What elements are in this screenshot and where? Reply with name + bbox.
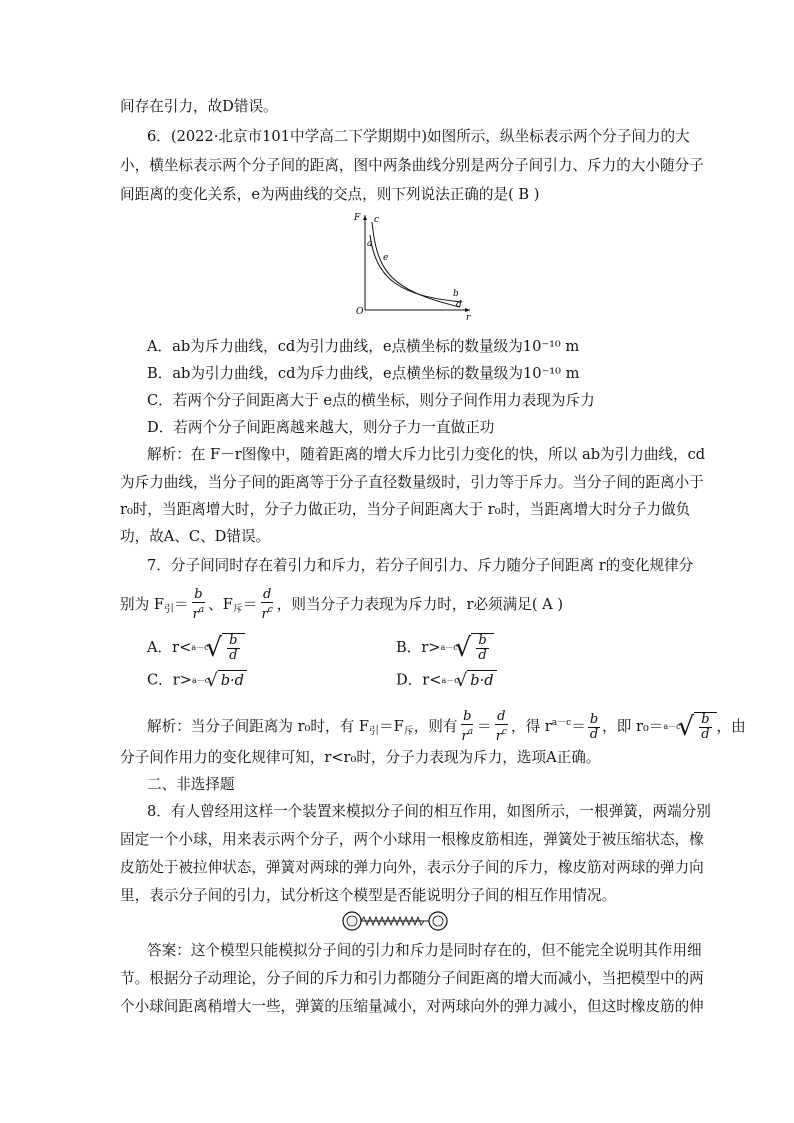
q6-analysis-line-2: 为斥力曲线，当分子间的距离等于分子直径数量级时，引力等于斥力。当分子间的距离小于 xyxy=(120,474,704,491)
root-index: a－c xyxy=(663,722,681,731)
root-b-times-d xyxy=(442,670,497,691)
radical-sign: √ xyxy=(455,669,468,691)
sub-chi: 斥 xyxy=(403,726,414,737)
force-distance-figure xyxy=(350,210,480,320)
q7-option-c xyxy=(147,670,247,691)
figure-ylabel: F xyxy=(354,213,361,223)
root-b-times-d xyxy=(192,670,247,691)
frac-num: d xyxy=(262,587,272,602)
root-b-over-d xyxy=(191,633,244,663)
q8-stem-line-3: 皮筋处于被拉伸状态，弹簧对两球的弹力向外，表示分子间的斥力，橡皮筋对两球的弹力向 xyxy=(120,859,704,876)
x-axis-arrow xyxy=(465,308,470,312)
frac-den: d xyxy=(229,648,238,663)
q7-option-b xyxy=(396,633,494,663)
q7-stem-line-1: 7．分子间同时存在着引力和斥力，若分子间引力、斥力随分子间距离 r的变化规律分 xyxy=(147,557,694,574)
radicand: b·d xyxy=(218,670,247,691)
frac-b-over-d xyxy=(699,713,711,742)
right-ball xyxy=(429,912,447,930)
frac-num: b xyxy=(478,633,487,648)
var-r: r xyxy=(495,729,502,744)
figure-label-e: e xyxy=(383,253,389,263)
carryover-line: 间存在引力，故D错误。 xyxy=(120,98,278,115)
frac-den xyxy=(260,603,275,622)
q8-stem-line-2: 固定一个小球，用来表示两个分子，两个小球用一根橡皮筋相连，弹簧处于被压缩状态，橡 xyxy=(120,831,704,848)
frac-b-over-d xyxy=(227,634,239,663)
var-r: r xyxy=(192,607,199,622)
q7-option-a xyxy=(147,633,245,663)
q8-answer-line-3: 个小球间距离稍增大一些，弹簧的压缩量减小，对两球向外的弹力减小，但这时橡皮筋的伸 xyxy=(120,998,704,1015)
q8-answer-line-1: 答案：这个模型只能模拟分子间的引力和斥力是同时存在的，但不能完全说明其作用细 xyxy=(147,942,702,959)
q7-stem-line-2 xyxy=(120,588,680,625)
eq-sign: ＝ xyxy=(378,718,394,735)
sub-chi: 斥 xyxy=(232,604,243,615)
root-index: a－c xyxy=(440,643,458,652)
q7-stem-text: ，则当分子力表现为斥力时，r必须满足( A ) xyxy=(276,596,564,613)
sub-yin: 引 xyxy=(163,604,174,615)
analysis-text: ，由 xyxy=(716,718,746,735)
var-r: r xyxy=(461,729,468,744)
figure-label-a: a xyxy=(367,239,373,249)
option-label: D．r< xyxy=(396,671,442,689)
radicand xyxy=(222,633,244,663)
q6-stem-line-2: 小，横坐标表示两个分子间的距离，图中两条曲线分别是两分子间引力、斥力的大小随分子 xyxy=(120,157,704,174)
analysis-text: ，即 r₀＝ xyxy=(602,718,664,735)
q6-analysis-line-3: r₀时，当距离增大时，分子力做正功，当分子间距离大于 r₀时，当距离增大时分子力做负 xyxy=(120,501,691,518)
frac-d-over-rc xyxy=(260,588,275,622)
pow-c: c xyxy=(501,727,507,737)
root-b-over-d xyxy=(663,712,716,743)
eq-sign: ＝ xyxy=(173,596,189,613)
radical-sign: √ xyxy=(206,669,218,691)
radical-sign: √ xyxy=(205,633,223,663)
root-index: a－c xyxy=(191,643,209,652)
left-ball xyxy=(343,912,361,930)
q8-answer-line-2: 节。根据分子动理论，分子间的斥力和引力都随分子间距离的增大而减小，当把模型中的两 xyxy=(120,970,704,987)
figure-label-b: b xyxy=(453,289,459,299)
curve-ab xyxy=(370,235,462,302)
figure-label-c: c xyxy=(374,215,380,225)
option-label: A．r< xyxy=(147,639,192,656)
radicand xyxy=(471,633,493,663)
frac-den: d xyxy=(589,726,599,742)
pow-a: a xyxy=(198,605,205,615)
y-axis-arrow xyxy=(363,215,367,220)
option-label: C．r> xyxy=(147,671,192,689)
q6-option-b: B．ab为引力曲线，cd为斥力曲线，e点横坐标的数量级为10⁻¹⁰ m xyxy=(147,365,580,382)
q7-analysis-line-1: 解析：当分子间距离为 r₀时，有 $F_引=F_斥$，则有 $\frac{b}{r^a}$ ＝ $\frac{d}{r^c}$ ，得 $r^{a-c}=$ $\frac{b}{d}$ ，即 r₀＝ a－c √ $\frac{b}{d}$ ，由 xyxy=(147,709,746,744)
pow-c: c xyxy=(267,605,273,615)
eq-sign: ＝ xyxy=(477,718,492,735)
frac-num: b xyxy=(229,633,238,648)
analysis-text: ，则有 xyxy=(413,718,458,735)
q6-option-c: C．若两个分子间距离大于 e点的横坐标，则分子间作用力表现为斥力 xyxy=(147,392,595,409)
left-ball-inner xyxy=(347,916,357,926)
figure-origin: O xyxy=(356,307,364,317)
radicand: b·d xyxy=(467,670,496,691)
frac-num: b xyxy=(701,712,710,727)
frac-b-over-d xyxy=(588,713,600,742)
radical-sign: √ xyxy=(454,633,472,663)
right-ball-inner xyxy=(433,916,443,926)
frac-b-over-ra xyxy=(191,588,207,622)
q6-stem-line-3: 间距离的变化关系，e为两曲线的交点，则下列说法正确的是( B ) xyxy=(120,186,540,203)
frac-den xyxy=(191,603,207,622)
q6-analysis-line-1: 解析：在 F－r图像中，随着距离的增大斥力比引力变化的快，所以 ab为引力曲线，cd xyxy=(147,446,706,463)
root-index: a－c xyxy=(441,675,459,685)
frac-num: b xyxy=(463,709,472,724)
frac-d-over-rc xyxy=(494,710,509,744)
frac-num: b xyxy=(589,711,599,727)
radical-sign: √ xyxy=(677,712,695,742)
figure-label-d: d xyxy=(456,300,462,310)
spring-ball-model-figure xyxy=(340,908,450,934)
q8-stem-line-1: 8．有人曾经用这样一个装置来模拟分子间的相互作用，如图所示，一根弹簧，两端分别 xyxy=(147,803,711,820)
exp-a-minus-c: a－c xyxy=(551,718,572,728)
q7-stem-text: 别为 F xyxy=(120,596,164,613)
q6-analysis-line-4: 功，故A、C、D错误。 xyxy=(120,528,271,545)
var-r: r xyxy=(261,607,268,622)
eq-sign: ＝ xyxy=(571,718,586,735)
frac-b-over-ra xyxy=(460,710,476,744)
q8-stem-line-4: 里，表示分子间的引力，试分析这个模型是否能说明分子间的相互作用情况。 xyxy=(120,887,617,904)
analysis-text: 解析：当分子间距离为 r₀时，有 F xyxy=(147,718,369,735)
frac-den: d xyxy=(701,727,710,742)
root-b-over-d xyxy=(441,633,494,663)
q6-option-d: D．若两个分子间距离越来越大，则分子力一直做正功 xyxy=(147,419,495,436)
q7-option-d xyxy=(396,670,497,691)
q7-stem-text: 、F xyxy=(208,596,233,613)
figure-xlabel: r xyxy=(466,313,471,320)
section-heading: 二、非选择题 xyxy=(147,776,235,793)
analysis-text: ，得 r xyxy=(510,718,552,735)
option-label: B．r> xyxy=(396,639,441,656)
pow-a: a xyxy=(467,727,474,737)
eq-sign: ＝ xyxy=(242,596,258,613)
frac-den xyxy=(460,725,476,744)
frac-num: d xyxy=(497,709,506,724)
q7-analysis-line-2: 分子间作用力的变化规律可知，r<r₀时，分子力表现为斥力，选项A正确。 xyxy=(120,749,601,766)
curve-cd xyxy=(372,222,460,307)
frac-den: d xyxy=(478,648,487,663)
sub-yin: 引 xyxy=(368,726,379,737)
frac-num: b xyxy=(194,587,203,602)
root-index: a－c xyxy=(191,675,210,685)
frac-b-over-d xyxy=(476,634,488,663)
frac-den xyxy=(494,725,509,744)
q6-stem-line-1: 6．(2022·北京市101中学高二下学期期中)如图所示，纵坐标表示两个分子间力的大 xyxy=(147,128,690,145)
q6-option-a: A．ab为斥力曲线，cd为引力曲线，e点横坐标的数量级为10⁻¹⁰ m xyxy=(147,338,580,355)
radicand xyxy=(694,712,716,743)
